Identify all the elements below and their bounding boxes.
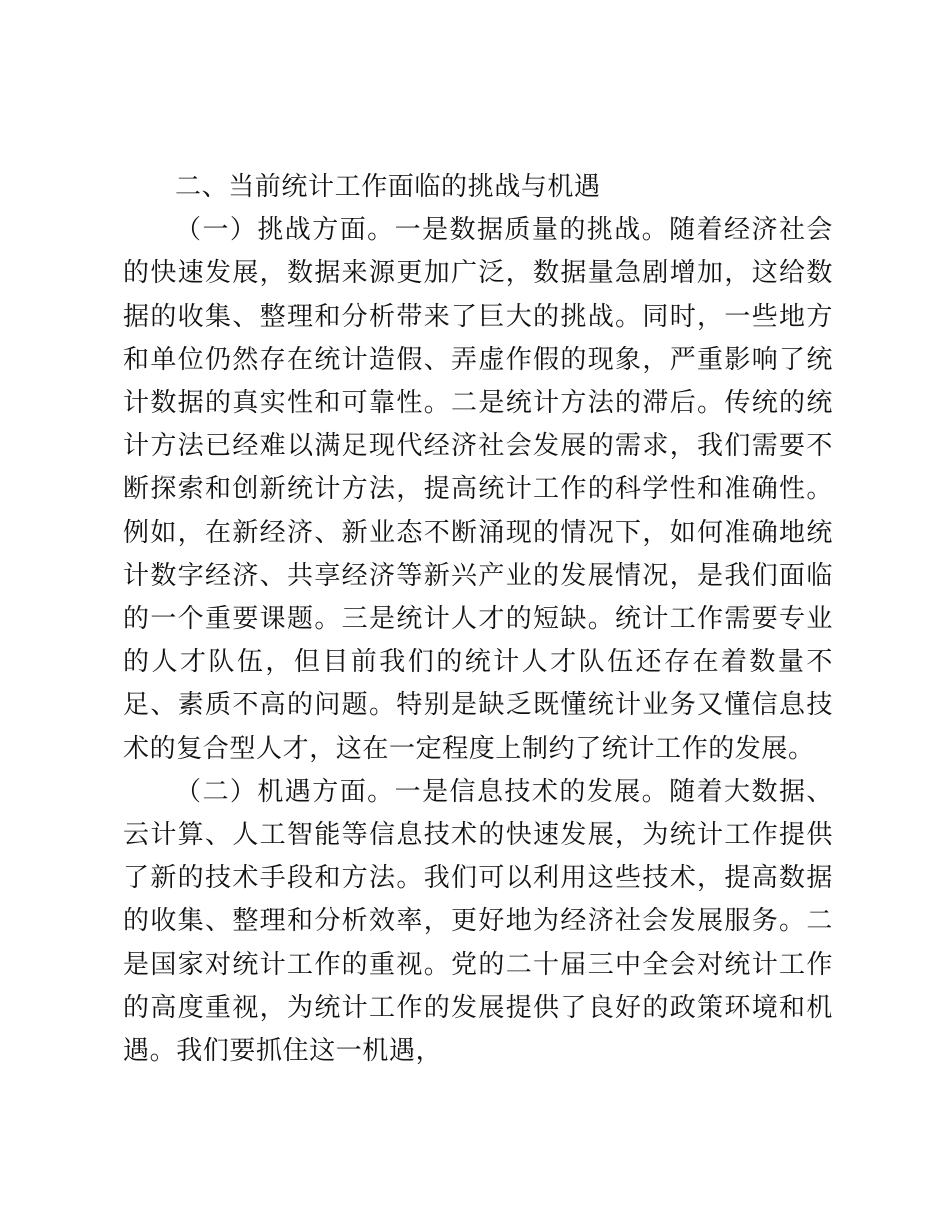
section-heading: 二、当前统计工作面临的挑战与机遇 <box>175 172 601 202</box>
paragraph-opportunities: （二）机遇方面。一是信息技术的发展。随着大数据、云计算、人工智能等信息技术的快速发展，为统计工作提供了新的技术手段和方法。我们可以利用这些技术，提高数据的收集、整理和分析效率，更好地为经济社会发展服务。二是国家对统计工作的重视。党的二十届三中全会对统计工作的高度重视，为统计工作的发展提供了良好的政策环境和机遇。我们要抓住这一机遇， <box>123 776 833 1067</box>
document-body <box>123 166 833 1073</box>
paragraph-challenges: （一）挑战方面。一是数据质量的挑战。随着经济社会的快速发展，数据来源更加广泛，数据量急剧增加，这给数据的收集、整理和分析带来了巨大的挑战。同时，一些地方和单位仍然存在统计造假、弄虚作假的现象，严重影响了统计数据的真实性和可靠性。二是统计方法的滞后。传统的统计方法已经难以满足现代经济社会发展的需求，我们需要不断探索和创新统计方法，提高统计工作的科学性和准确性。例如，在新经济、新业态不断涌现的情况下，如何准确地统计数字经济、共享经济等新兴产业的发展情况，是我们面临的一个重要课题。三是统计人才的短缺。统计工作需要专业的人才队伍，但目前我们的统计人才队伍还存在着数量不足、素质不高的问题。特别是缺乏既懂统计业务又懂信息技术的复合型人才，这在一定程度上制约了统计工作的发展。 <box>123 215 833 764</box>
